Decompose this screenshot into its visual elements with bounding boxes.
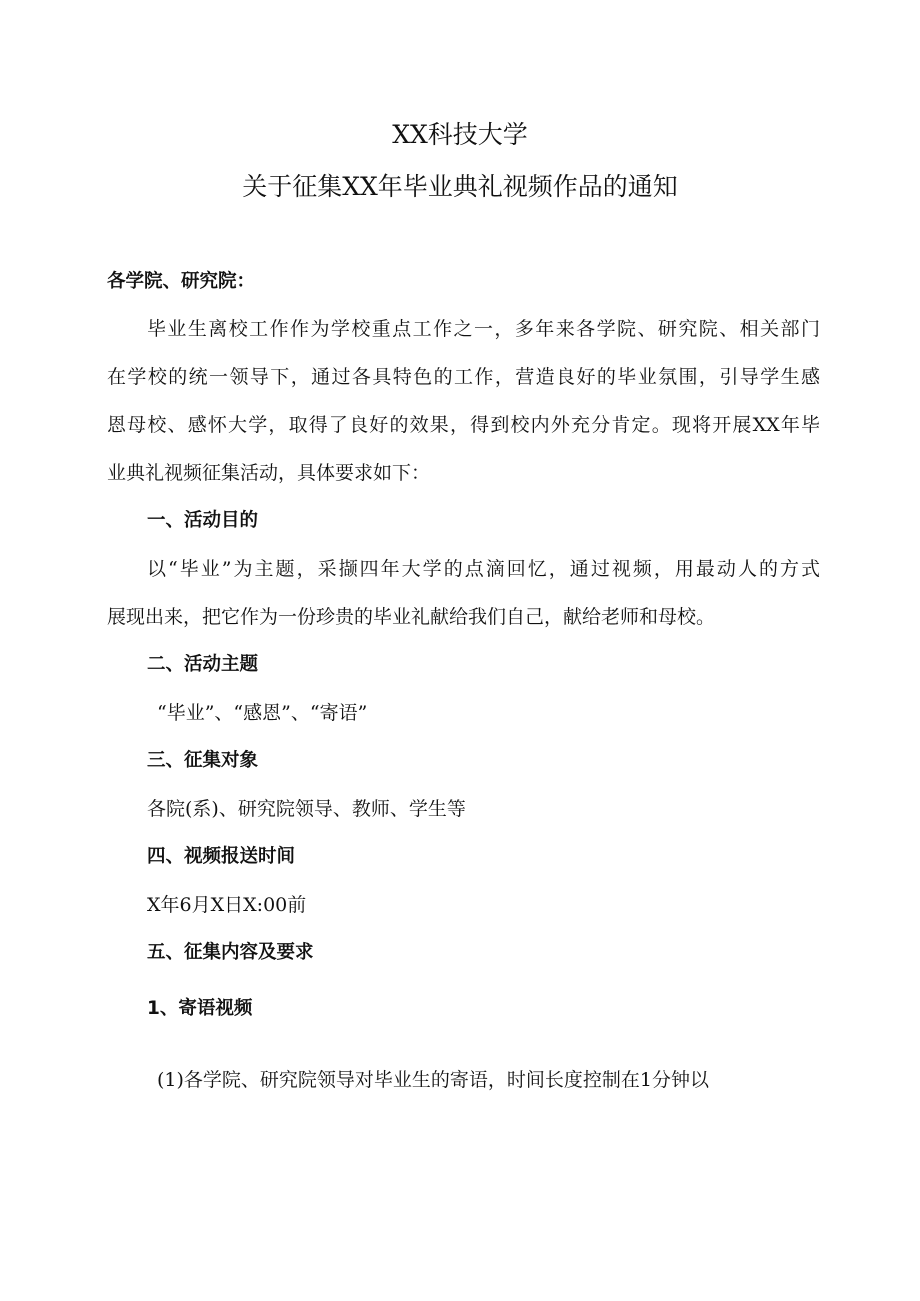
theme-text: “毕业”、“感恩”、“寄语” bbox=[157, 702, 368, 724]
intro-line-1: 毕业生离校工作作为学校重点工作之一，多年来各学院、研究院、相关部门 bbox=[147, 318, 820, 340]
sub-heading-message-video: 1、寄语视频 bbox=[147, 998, 253, 1019]
purpose-line-2: 展现出来，把它作为一份珍贵的毕业礼献给我们自己，献给老师和母校。 bbox=[107, 606, 716, 628]
section-heading-theme: 二、活动主题 bbox=[147, 654, 259, 675]
document-title-school: XX科技大学 bbox=[392, 120, 528, 149]
intro-line-4: 业典礼视频征集活动，具体要求如下： bbox=[107, 462, 431, 484]
intro-line-2: 在学校的统一领导下，通过各具特色的工作，营造良好的毕业氛围，引导学生感 bbox=[107, 366, 820, 388]
section-heading-purpose: 一、活动目的 bbox=[147, 510, 259, 531]
section-heading-audience: 三、征集对象 bbox=[147, 750, 259, 771]
intro-line-3: 恩母校、感怀大学，取得了良好的效果，得到校内外充分肯定。现将开展XX年毕 bbox=[107, 414, 820, 436]
deadline-text: X年6月X日X:00前 bbox=[147, 894, 307, 916]
salutation: 各学院、研究院： bbox=[107, 271, 256, 292]
purpose-line-1: 以“毕业”为主题，采撷四年大学的点滴回忆，通过视频，用最动人的方式 bbox=[147, 558, 820, 580]
requirement-item-1: (1)各学院、研究院领导对毕业生的寄语，时间长度控制在1分钟以 bbox=[157, 1069, 710, 1091]
document-title-notice: 关于征集XX年毕业典礼视频作品的通知 bbox=[242, 172, 678, 201]
section-heading-requirements: 五、征集内容及要求 bbox=[147, 942, 314, 963]
section-heading-deadline: 四、视频报送时间 bbox=[147, 846, 296, 867]
audience-text: 各院(系)、研究院领导、教师、学生等 bbox=[147, 798, 466, 820]
